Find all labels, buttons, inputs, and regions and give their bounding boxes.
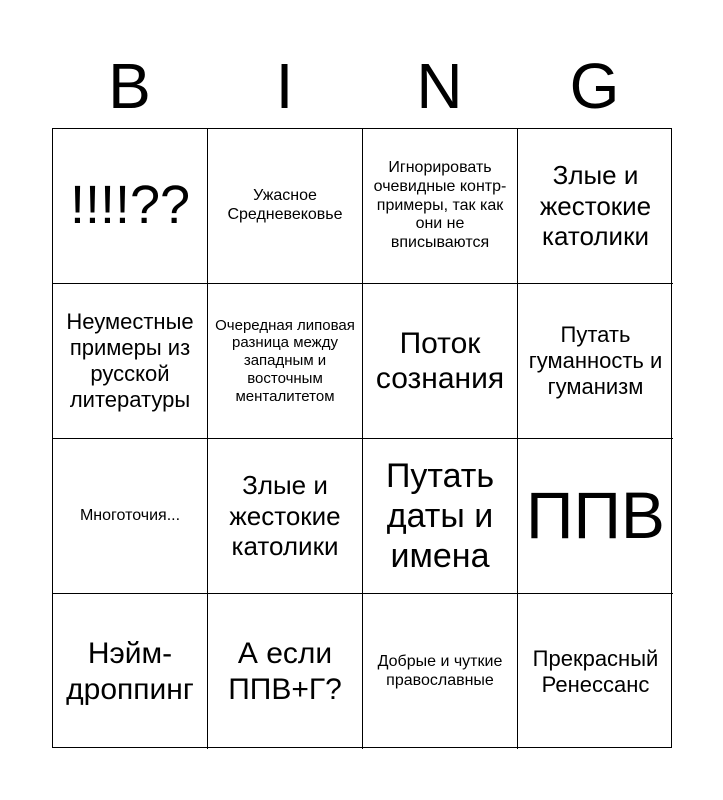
header-letter-n: N	[416, 50, 463, 122]
bingo-cell[interactable]: Нэйм-дроппинг	[53, 594, 208, 749]
bingo-cell[interactable]: Прекрасный Ренессанс	[532, 645, 659, 697]
bingo-cell[interactable]: Путать гуманность и гуманизм	[518, 284, 673, 439]
bingo-cell[interactable]: Неуместные примеры из русской литературы	[53, 284, 208, 439]
header-letter-i: I	[275, 50, 294, 122]
bingo-cell[interactable]: Игнорировать очевидные контр-примеры, так как они не вписываются	[363, 129, 518, 284]
bingo-cell[interactable]: Ужасное Средневековье	[208, 129, 363, 284]
bingo-cell[interactable]: Злые и жестокие католики	[518, 129, 673, 284]
bingo-cell[interactable]: Добрые и чуткие православные	[363, 594, 518, 749]
bingo-cell[interactable]: А если ППВ+Г?	[208, 594, 363, 749]
bingo-cell[interactable]: Поток сознания	[363, 284, 518, 439]
bingo-header	[52, 50, 672, 122]
header-letter-g: G	[569, 50, 620, 122]
bingo-cell[interactable]: ППВ	[518, 439, 673, 594]
bingo-cell[interactable]: Путать даты и имена	[363, 439, 518, 594]
bingo-cell[interactable]: Очередная липовая разница между западным и восточным менталитетом	[208, 284, 363, 439]
bingo-cell[interactable]: Многоточия...	[53, 439, 208, 594]
header-letter-b: B	[108, 50, 151, 122]
bingo-grid	[52, 128, 672, 748]
bingo-cell[interactable]: !!!!??	[53, 129, 208, 284]
bingo-cell[interactable]: Злые и жестокие католики	[208, 439, 363, 594]
